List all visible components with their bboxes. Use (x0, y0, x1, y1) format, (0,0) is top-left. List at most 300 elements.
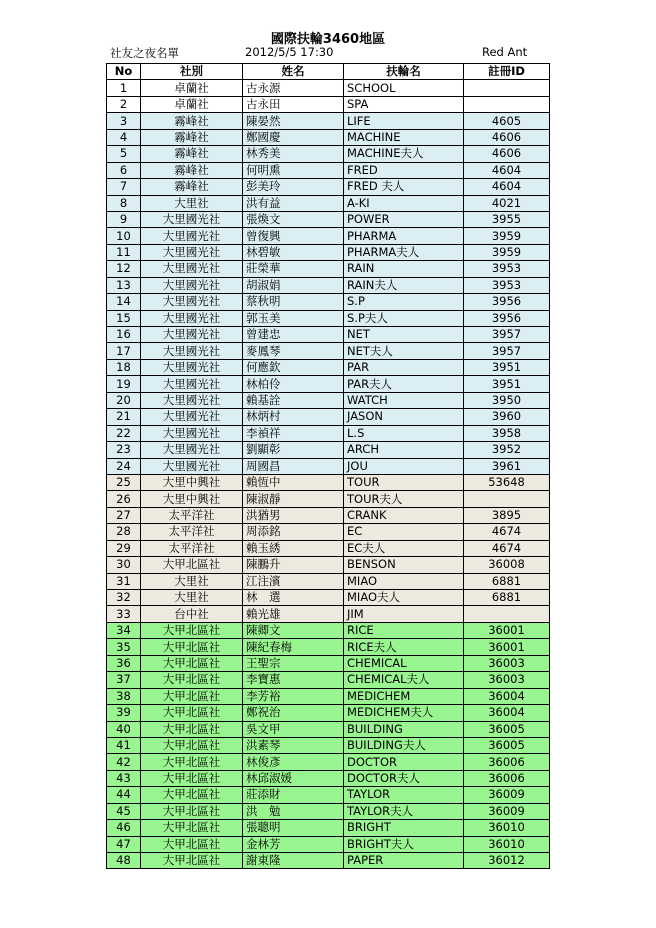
cell-no: 1 (107, 80, 141, 96)
cell-club: 大里國光社 (141, 376, 243, 392)
table-row (107, 853, 550, 869)
cell-registration-id: 3950 (464, 392, 550, 408)
table-row (107, 376, 550, 392)
table-row (107, 228, 550, 244)
cell-rotary-name: CHEMICAL夫人 (344, 672, 464, 688)
cell-registration-id: 6881 (464, 573, 550, 589)
cell-no: 40 (107, 721, 141, 737)
table-row (107, 277, 550, 293)
cell-name: 莊添財 (243, 787, 344, 803)
table-row (107, 211, 550, 227)
cell-no: 45 (107, 803, 141, 819)
cell-club: 卓蘭社 (141, 80, 243, 96)
cell-name: 李芳裕 (243, 688, 344, 704)
cell-registration-id: 3953 (464, 261, 550, 277)
cell-name: 林炳村 (243, 409, 344, 425)
cell-club: 大里國光社 (141, 343, 243, 359)
cell-no: 18 (107, 359, 141, 375)
cell-rotary-name: MACHINE (344, 129, 464, 145)
cell-no: 30 (107, 557, 141, 573)
cell-rotary-name: MIAO (344, 573, 464, 589)
table-row (107, 820, 550, 836)
cell-registration-id: 3960 (464, 409, 550, 425)
cell-registration-id: 3955 (464, 211, 550, 227)
cell-club: 太平洋社 (141, 524, 243, 540)
cell-name: 林碧敏 (243, 244, 344, 260)
cell-registration-id: 36004 (464, 688, 550, 704)
cell-club: 霧峰社 (141, 113, 243, 129)
table-row (107, 179, 550, 195)
cell-name: 莊榮華 (243, 261, 344, 277)
cell-registration-id: 36005 (464, 721, 550, 737)
table-row (107, 261, 550, 277)
cell-registration-id: 4674 (464, 540, 550, 556)
table-row (107, 244, 550, 260)
cell-registration-id: 36012 (464, 853, 550, 869)
cell-no: 8 (107, 195, 141, 211)
cell-club: 太平洋社 (141, 540, 243, 556)
cell-no: 37 (107, 672, 141, 688)
cell-name: 陳晏然 (243, 113, 344, 129)
cell-registration-id: 36001 (464, 622, 550, 638)
cell-name: 陳紀春梅 (243, 639, 344, 655)
cell-club: 大里國光社 (141, 228, 243, 244)
cell-club: 台中社 (141, 606, 243, 622)
table-row (107, 162, 550, 178)
cell-rotary-name: PHARMA (344, 228, 464, 244)
table-row (107, 787, 550, 803)
cell-rotary-name: NET (344, 327, 464, 343)
member-table (106, 63, 550, 869)
cell-no: 46 (107, 820, 141, 836)
cell-name: 鄭國慶 (243, 129, 344, 145)
cell-no: 17 (107, 343, 141, 359)
cell-name: 江注濱 (243, 573, 344, 589)
table-row (107, 195, 550, 211)
cell-no: 22 (107, 425, 141, 441)
cell-club: 霧峰社 (141, 146, 243, 162)
cell-no: 21 (107, 409, 141, 425)
cell-name: 金林芳 (243, 836, 344, 852)
cell-rotary-name: RAIN (344, 261, 464, 277)
cell-club: 大甲北區社 (141, 622, 243, 638)
table-row (107, 491, 550, 507)
cell-rotary-name: WATCH (344, 392, 464, 408)
cell-registration-id (464, 606, 550, 622)
cell-club: 大里中興社 (141, 474, 243, 490)
cell-name: 賴基詮 (243, 392, 344, 408)
cell-no: 25 (107, 474, 141, 490)
cell-name: 洪有益 (243, 195, 344, 211)
cell-rotary-name: L.S (344, 425, 464, 441)
table-row (107, 803, 550, 819)
cell-no: 20 (107, 392, 141, 408)
cell-name: 李禎祥 (243, 425, 344, 441)
cell-rotary-name: SCHOOL (344, 80, 464, 96)
cell-no: 16 (107, 327, 141, 343)
table-row (107, 425, 550, 441)
table-row (107, 705, 550, 721)
cell-registration-id: 36003 (464, 655, 550, 671)
cell-name: 陳鵬升 (243, 557, 344, 573)
table-row (107, 721, 550, 737)
cell-club: 大里國光社 (141, 211, 243, 227)
cell-name: 賴恆中 (243, 474, 344, 490)
cell-rotary-name: FRED 夫人 (344, 179, 464, 195)
cell-registration-id: 36009 (464, 787, 550, 803)
table-row (107, 557, 550, 573)
cell-no: 31 (107, 573, 141, 589)
cell-club: 大里國光社 (141, 261, 243, 277)
table-row (107, 310, 550, 326)
cell-rotary-name: JOU (344, 458, 464, 474)
cell-rotary-name: BUILDING夫人 (344, 737, 464, 753)
cell-rotary-name: FRED (344, 162, 464, 178)
cell-registration-id: 3958 (464, 425, 550, 441)
column-header-club: 社別 (141, 64, 243, 80)
cell-no: 42 (107, 754, 141, 770)
cell-club: 大甲北區社 (141, 705, 243, 721)
cell-registration-id: 4674 (464, 524, 550, 540)
cell-registration-id: 3956 (464, 310, 550, 326)
cell-club: 大里國光社 (141, 392, 243, 408)
cell-name: 古永田 (243, 96, 344, 112)
cell-no: 35 (107, 639, 141, 655)
cell-rotary-name: MACHINE夫人 (344, 146, 464, 162)
cell-rotary-name: DOCTOR (344, 754, 464, 770)
cell-name: 郭玉美 (243, 310, 344, 326)
table-row (107, 836, 550, 852)
column-header-rotary-name: 扶輪名 (344, 64, 464, 80)
cell-no: 32 (107, 590, 141, 606)
cell-no: 26 (107, 491, 141, 507)
table-row (107, 622, 550, 638)
cell-name: 陳卿文 (243, 622, 344, 638)
cell-name: 賴玉綉 (243, 540, 344, 556)
cell-registration-id: 3959 (464, 244, 550, 260)
cell-no: 19 (107, 376, 141, 392)
cell-no: 34 (107, 622, 141, 638)
cell-club: 大甲北區社 (141, 721, 243, 737)
cell-no: 23 (107, 442, 141, 458)
cell-registration-id: 3951 (464, 359, 550, 375)
cell-club: 大甲北區社 (141, 672, 243, 688)
cell-registration-id: 36001 (464, 639, 550, 655)
cell-rotary-name: ARCH (344, 442, 464, 458)
table-row (107, 129, 550, 145)
cell-name: 陳淑靜 (243, 491, 344, 507)
cell-registration-id: 4606 (464, 129, 550, 145)
cell-rotary-name: RAIN夫人 (344, 277, 464, 293)
cell-name: 周添銘 (243, 524, 344, 540)
cell-no: 29 (107, 540, 141, 556)
cell-no: 10 (107, 228, 141, 244)
cell-club: 太平洋社 (141, 507, 243, 523)
cell-no: 38 (107, 688, 141, 704)
cell-no: 47 (107, 836, 141, 852)
table-row (107, 524, 550, 540)
cell-club: 大里國光社 (141, 327, 243, 343)
cell-no: 27 (107, 507, 141, 523)
cell-rotary-name: TAYLOR夫人 (344, 803, 464, 819)
cell-rotary-name: BRIGHT (344, 820, 464, 836)
cell-name: 洪素琴 (243, 737, 344, 753)
cell-no: 39 (107, 705, 141, 721)
table-row (107, 474, 550, 490)
cell-rotary-name: S.P (344, 294, 464, 310)
cell-registration-id (464, 96, 550, 112)
cell-rotary-name: POWER (344, 211, 464, 227)
cell-no: 33 (107, 606, 141, 622)
cell-registration-id: 36010 (464, 820, 550, 836)
cell-registration-id: 6881 (464, 590, 550, 606)
cell-registration-id: 36004 (464, 705, 550, 721)
cell-no: 14 (107, 294, 141, 310)
table-row (107, 146, 550, 162)
cell-club: 大甲北區社 (141, 655, 243, 671)
cell-club: 大甲北區社 (141, 820, 243, 836)
cell-no: 43 (107, 770, 141, 786)
cell-registration-id: 4606 (464, 146, 550, 162)
cell-no: 7 (107, 179, 141, 195)
cell-name: 麥鳳琴 (243, 343, 344, 359)
cell-registration-id: 4021 (464, 195, 550, 211)
cell-name: 王聖宗 (243, 655, 344, 671)
cell-rotary-name: EC (344, 524, 464, 540)
cell-rotary-name: MEDICHEM夫人 (344, 705, 464, 721)
cell-name: 謝東隆 (243, 853, 344, 869)
cell-rotary-name: S.P夫人 (344, 310, 464, 326)
cell-registration-id: 36006 (464, 754, 550, 770)
cell-registration-id: 3959 (464, 228, 550, 244)
cell-no: 24 (107, 458, 141, 474)
page-title: 國際扶輪3460地區 (270, 32, 386, 47)
list-caption: 社友之夜名單 (110, 46, 179, 60)
cell-name: 古永源 (243, 80, 344, 96)
cell-registration-id: 36003 (464, 672, 550, 688)
cell-registration-id: 53648 (464, 474, 550, 490)
print-date: 2012/5/5 17:30 (245, 45, 334, 59)
cell-registration-id: 36008 (464, 557, 550, 573)
cell-no: 36 (107, 655, 141, 671)
table-row (107, 409, 550, 425)
cell-name: 林柏伶 (243, 376, 344, 392)
table-row (107, 359, 550, 375)
cell-club: 霧峰社 (141, 129, 243, 145)
cell-registration-id: 3951 (464, 376, 550, 392)
cell-registration-id: 36006 (464, 770, 550, 786)
cell-no: 13 (107, 277, 141, 293)
column-header-registration-id: 註冊ID (464, 64, 550, 80)
cell-rotary-name: LIFE (344, 113, 464, 129)
table-row (107, 96, 550, 112)
table-row (107, 507, 550, 523)
cell-club: 大甲北區社 (141, 836, 243, 852)
cell-rotary-name: RICE (344, 622, 464, 638)
cell-no: 6 (107, 162, 141, 178)
cell-name: 彭美玲 (243, 179, 344, 195)
cell-club: 大里社 (141, 590, 243, 606)
cell-rotary-name: PAR夫人 (344, 376, 464, 392)
table-header-row (107, 64, 550, 80)
cell-name: 張煥文 (243, 211, 344, 227)
cell-club: 大甲北區社 (141, 688, 243, 704)
cell-rotary-name: PHARMA夫人 (344, 244, 464, 260)
cell-name: 蔡秋明 (243, 294, 344, 310)
cell-name: 張聰明 (243, 820, 344, 836)
cell-club: 大里國光社 (141, 277, 243, 293)
cell-rotary-name: JASON (344, 409, 464, 425)
cell-name: 洪猶男 (243, 507, 344, 523)
cell-no: 48 (107, 853, 141, 869)
table-row (107, 590, 550, 606)
cell-registration-id (464, 80, 550, 96)
cell-name: 林邱淑媛 (243, 770, 344, 786)
cell-name: 何明熏 (243, 162, 344, 178)
cell-club: 大甲北區社 (141, 639, 243, 655)
cell-registration-id: 3956 (464, 294, 550, 310)
cell-name: 林秀美 (243, 146, 344, 162)
cell-name: 林俊彥 (243, 754, 344, 770)
table-row (107, 606, 550, 622)
table-row (107, 294, 550, 310)
cell-registration-id: 36005 (464, 737, 550, 753)
cell-club: 大里國光社 (141, 244, 243, 260)
cell-name: 劉顯彰 (243, 442, 344, 458)
cell-no: 9 (107, 211, 141, 227)
cell-name: 周國昌 (243, 458, 344, 474)
cell-registration-id (464, 491, 550, 507)
cell-rotary-name: TOUR (344, 474, 464, 490)
column-header-name: 姓名 (243, 64, 344, 80)
cell-club: 大里國光社 (141, 425, 243, 441)
cell-rotary-name: A-KI (344, 195, 464, 211)
cell-name: 李寶惠 (243, 672, 344, 688)
cell-club: 大里國光社 (141, 442, 243, 458)
cell-club: 大里國光社 (141, 359, 243, 375)
cell-club: 大甲北區社 (141, 803, 243, 819)
cell-registration-id: 4605 (464, 113, 550, 129)
cell-rotary-name: CHEMICAL (344, 655, 464, 671)
table-row (107, 639, 550, 655)
cell-registration-id: 3957 (464, 343, 550, 359)
cell-club: 大里國光社 (141, 458, 243, 474)
cell-rotary-name: RICE夫人 (344, 639, 464, 655)
cell-no: 41 (107, 737, 141, 753)
cell-no: 44 (107, 787, 141, 803)
cell-club: 大里中興社 (141, 491, 243, 507)
cell-registration-id: 4604 (464, 162, 550, 178)
cell-registration-id: 36010 (464, 836, 550, 852)
table-row (107, 672, 550, 688)
cell-rotary-name: EC夫人 (344, 540, 464, 556)
cell-rotary-name: JIM (344, 606, 464, 622)
cell-no: 12 (107, 261, 141, 277)
cell-rotary-name: SPA (344, 96, 464, 112)
cell-rotary-name: BRIGHT夫人 (344, 836, 464, 852)
column-header-no: No (107, 64, 141, 80)
table-body (107, 80, 550, 869)
cell-registration-id: 3961 (464, 458, 550, 474)
cell-rotary-name: CRANK (344, 507, 464, 523)
cell-club: 大甲北區社 (141, 557, 243, 573)
cell-club: 大里國光社 (141, 409, 243, 425)
cell-club: 卓蘭社 (141, 96, 243, 112)
table-row (107, 458, 550, 474)
table-row (107, 754, 550, 770)
cell-name: 曾復興 (243, 228, 344, 244)
cell-name: 曾建忠 (243, 327, 344, 343)
cell-club: 霧峰社 (141, 162, 243, 178)
cell-no: 28 (107, 524, 141, 540)
cell-club: 大里社 (141, 573, 243, 589)
cell-registration-id: 4604 (464, 179, 550, 195)
table-row (107, 442, 550, 458)
cell-rotary-name: PAPER (344, 853, 464, 869)
table-row (107, 343, 550, 359)
cell-no: 15 (107, 310, 141, 326)
cell-name: 鄭祝治 (243, 705, 344, 721)
cell-rotary-name: BENSON (344, 557, 464, 573)
cell-no: 11 (107, 244, 141, 260)
cell-no: 2 (107, 96, 141, 112)
cell-rotary-name: MEDICHEM (344, 688, 464, 704)
cell-rotary-name: MIAO夫人 (344, 590, 464, 606)
cell-name: 何應欽 (243, 359, 344, 375)
cell-club: 大里國光社 (141, 310, 243, 326)
cell-rotary-name: TOUR夫人 (344, 491, 464, 507)
table-row (107, 540, 550, 556)
cell-registration-id: 3953 (464, 277, 550, 293)
table-row (107, 113, 550, 129)
cell-club: 大甲北區社 (141, 787, 243, 803)
cell-name: 洪 勉 (243, 803, 344, 819)
cell-club: 大甲北區社 (141, 737, 243, 753)
cell-registration-id: 3952 (464, 442, 550, 458)
cell-rotary-name: DOCTOR夫人 (344, 770, 464, 786)
cell-no: 5 (107, 146, 141, 162)
author-label: Red Ant (482, 45, 528, 59)
cell-club: 大里國光社 (141, 294, 243, 310)
cell-rotary-name: NET夫人 (344, 343, 464, 359)
table-row (107, 80, 550, 96)
table-row (107, 688, 550, 704)
cell-club: 大甲北區社 (141, 770, 243, 786)
cell-club: 大里社 (141, 195, 243, 211)
cell-no: 3 (107, 113, 141, 129)
table-row (107, 392, 550, 408)
cell-club: 大甲北區社 (141, 853, 243, 869)
cell-name: 胡淑娟 (243, 277, 344, 293)
cell-name: 賴光雄 (243, 606, 344, 622)
table-row (107, 737, 550, 753)
cell-rotary-name: PAR (344, 359, 464, 375)
cell-club: 大甲北區社 (141, 754, 243, 770)
cell-registration-id: 3957 (464, 327, 550, 343)
cell-club: 霧峰社 (141, 179, 243, 195)
table-row (107, 573, 550, 589)
cell-rotary-name: BUILDING (344, 721, 464, 737)
cell-registration-id: 3895 (464, 507, 550, 523)
cell-registration-id: 36009 (464, 803, 550, 819)
cell-no: 4 (107, 129, 141, 145)
table-row (107, 655, 550, 671)
table-row (107, 770, 550, 786)
table-row (107, 327, 550, 343)
cell-name: 林 選 (243, 590, 344, 606)
cell-name: 吳文甲 (243, 721, 344, 737)
cell-rotary-name: TAYLOR (344, 787, 464, 803)
